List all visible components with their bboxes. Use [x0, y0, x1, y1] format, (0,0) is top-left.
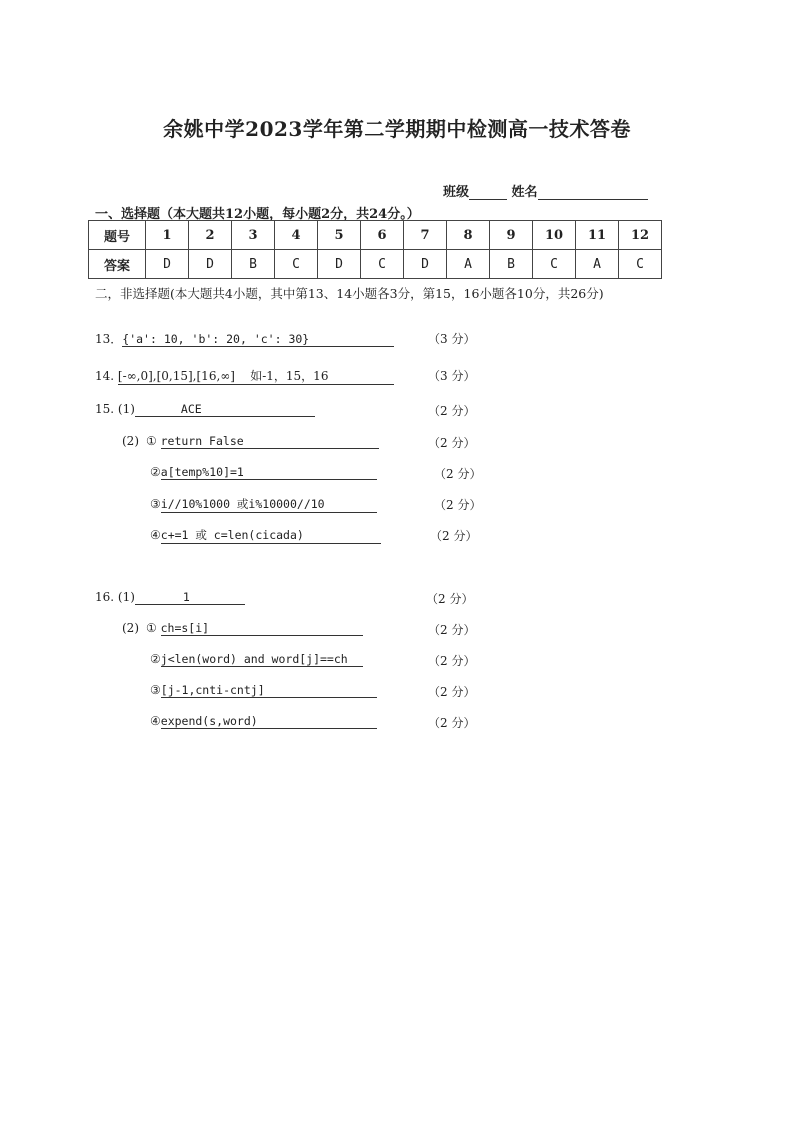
q16-item-1-text: ch=s[i]: [161, 621, 363, 636]
answer-cell: C: [533, 250, 576, 279]
class-name-line: [443, 181, 648, 200]
answer-cell: D: [146, 250, 189, 279]
q16-item-4-text: expend(s,word): [161, 714, 377, 729]
question-number-row: [89, 221, 662, 250]
q16-item-1: [146, 621, 363, 636]
q15-item-3-text: i//10%1000 或i%10000//10: [161, 496, 377, 513]
q15-item-2-mark: ②: [150, 465, 161, 479]
q14-score: （3 分）: [428, 369, 476, 383]
q15-item-4: [150, 527, 381, 544]
answer-cell: D: [318, 250, 361, 279]
q16-part1-label: 16. (1): [95, 590, 135, 604]
q15-item-1-score: （2 分）: [428, 436, 476, 450]
q14-intervals: [-∞,0],[0,15],[16,∞]: [117, 369, 235, 383]
q15-item-1-mark: ①: [146, 434, 157, 448]
answer-cell: C: [619, 250, 662, 279]
name-blank[interactable]: [538, 185, 648, 200]
answer-cell: C: [361, 250, 404, 279]
q15-part1-answer: ACE: [180, 402, 202, 416]
q16-item-2-text: j<len(word) and word[j]==ch: [161, 652, 363, 667]
q13-line: [95, 330, 394, 347]
q15-item-3: [150, 496, 377, 513]
q13-answer: {'a': 10, 'b': 20, 'c': 30}: [122, 332, 394, 347]
question-number: 7: [404, 221, 447, 250]
q16-item-3-mark: ③: [150, 683, 161, 697]
q16-item-2: [150, 652, 363, 667]
answer-cell: C: [275, 250, 318, 279]
q16-item-3-text: [j-1,cnti-cntj]: [161, 683, 377, 698]
q16-item-4: [150, 714, 377, 729]
question-number: 5: [318, 221, 361, 250]
q16-item-1-mark: ①: [146, 621, 157, 635]
answer-cell: A: [447, 250, 490, 279]
q16-item-2-score: （2 分）: [428, 654, 476, 668]
section2-heading: 二，非选择题(本大题共4小题，其中第13、14小题各3分，第15，16小题各10分，共26分): [95, 286, 604, 301]
question-number: 6: [361, 221, 404, 250]
q16-item-1-score: （2 分）: [428, 623, 476, 637]
question-number: 8: [447, 221, 490, 250]
answer-cell: B: [232, 250, 275, 279]
q15-item-3-mark: ③: [150, 497, 161, 511]
q16-item-4-mark: ④: [150, 714, 161, 728]
name-label: 姓名: [511, 185, 538, 200]
question-number: 12: [619, 221, 662, 250]
section1-heading: 一、选择题（本大题共12小题，每小题2分，共24分。）: [95, 207, 420, 222]
answer-cell: D: [189, 250, 232, 279]
q14-example: 如-1，15，16: [250, 369, 329, 383]
q15-part1-score: （2 分）: [428, 404, 476, 418]
q15-item-4-score: （2 分）: [430, 529, 478, 543]
q15-item-4-mark: ④: [150, 528, 161, 542]
question-number: 10: [533, 221, 576, 250]
answer-cell: A: [576, 250, 619, 279]
q13-score: （3 分）: [428, 332, 476, 346]
q16-part2-label: (2): [122, 621, 139, 635]
q16-part1-answer: 1: [182, 590, 190, 604]
question-number: 2: [189, 221, 232, 250]
answer-row: [89, 250, 662, 279]
q15-item-1-text: return False: [161, 434, 379, 449]
question-number: 1: [146, 221, 189, 250]
row-header-question: 题号: [89, 221, 146, 250]
q15-item-2: [150, 465, 377, 480]
class-label: 班级: [443, 185, 470, 200]
q16-part1-score: （2 分）: [426, 592, 474, 606]
question-number: 11: [576, 221, 619, 250]
q13-number: 13．: [95, 332, 123, 346]
q15-item-1: [146, 434, 379, 449]
q16-item-3: [150, 683, 377, 698]
question-number: 4: [275, 221, 318, 250]
answer-cell: D: [404, 250, 447, 279]
q15-part2-label: (2): [122, 434, 139, 448]
class-blank[interactable]: [469, 185, 507, 200]
page-title: 余姚中学2023学年第二学期期中检测高一技术答卷: [163, 117, 631, 141]
q16-item-2-mark: ②: [150, 652, 161, 666]
question-number: 9: [490, 221, 533, 250]
row-header-answer: 答案: [89, 250, 146, 279]
q14-line: [95, 367, 394, 385]
q16-part1-line: [95, 590, 245, 605]
q16-part1-answer-blank: [135, 590, 245, 605]
q16-item-3-score: （2 分）: [428, 685, 476, 699]
q15-part1-line: [95, 402, 315, 417]
question-number: 3: [232, 221, 275, 250]
q15-part1-label: 15. (1): [95, 402, 135, 416]
answer-cell: B: [490, 250, 533, 279]
q15-part1-answer-blank: [135, 402, 315, 417]
answer-table: [88, 220, 662, 279]
q14-answer: [118, 367, 394, 385]
q16-item-4-score: （2 分）: [428, 716, 476, 730]
q15-item-2-text: a[temp%10]=1: [161, 465, 377, 480]
q14-number: 14.: [95, 369, 115, 383]
q15-item-3-score: （2 分）: [434, 498, 482, 512]
q15-item-4-text: c+=1 或 c=len(cicada): [161, 527, 381, 544]
q15-item-2-score: （2 分）: [434, 467, 482, 481]
